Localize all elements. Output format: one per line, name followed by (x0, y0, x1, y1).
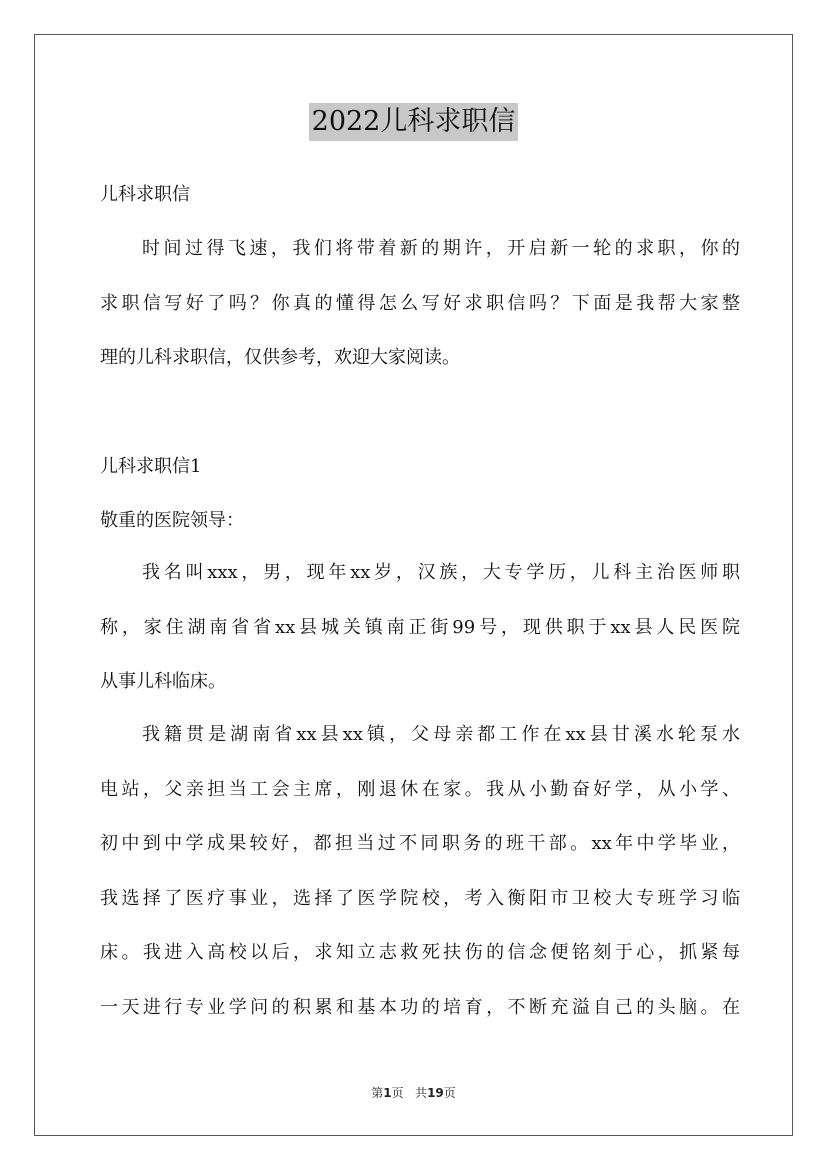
page-suffix: 页 (391, 1086, 404, 1100)
total-suffix: 页 (443, 1086, 456, 1100)
title-container (0, 103, 827, 141)
page-footer (0, 1084, 827, 1101)
intro-line: 理的儿科求职信，仅供参考，欢迎大家阅读。 (100, 347, 460, 368)
paragraph-line: 我籍贯是湖南省xx县xx镇，父母亲都工作在xx县甘溪水轮泵水 (142, 724, 740, 745)
paragraph-line: 我名叫xxx，男，现年xx岁，汉族，大专学历，儿科主治医师职 (142, 562, 740, 583)
document-title: 2022儿科求职信 (309, 103, 519, 141)
section-heading: 儿科求职信1 (100, 456, 202, 477)
intro-paragraph (100, 222, 740, 386)
paragraph-line: 一天进行专业学问的积累和基本功的培育，不断充溢自己的头脑。在 (100, 996, 740, 1018)
paragraph-line: 我选择了医疗事业，选择了医学院校，考入衡阳市卫校大专班学习临 (100, 887, 740, 909)
salutation: 敬重的医院领导： (100, 510, 244, 531)
intro-line: 时间过得飞速，我们将带着新的期许，开启新一轮的求职，你的 (142, 238, 740, 259)
total-prefix: 共 (415, 1086, 428, 1100)
paragraph-line: 从事儿科临床。 (100, 671, 226, 692)
paragraph-line: 初中到中学成果较好，都担当过不同职务的班干部。xx年中学毕业， (100, 833, 740, 854)
paragraph-1 (100, 546, 740, 710)
paragraph-2 (100, 708, 740, 1035)
intro-line: 求职信写好了吗？你真的懂得怎么写好求职信吗？下面是我帮大家整 (100, 292, 740, 314)
paragraph-line: 电站，父亲担当工会主席，刚退休在家。我从小勤奋好学，从小学、 (100, 778, 740, 800)
page-number: 1 (383, 1086, 392, 1100)
paragraph-line: 称，家住湖南省省xx县城关镇南正街99号，现供职于xx县人民医院 (100, 616, 740, 638)
page-prefix: 第 (371, 1086, 384, 1100)
document-subtitle: 儿科求职信 (100, 184, 190, 205)
paragraph-line: 床。我进入高校以后，求知立志救死扶伤的信念便铭刻于心，抓紧每 (100, 942, 740, 963)
total-pages: 19 (427, 1086, 444, 1100)
